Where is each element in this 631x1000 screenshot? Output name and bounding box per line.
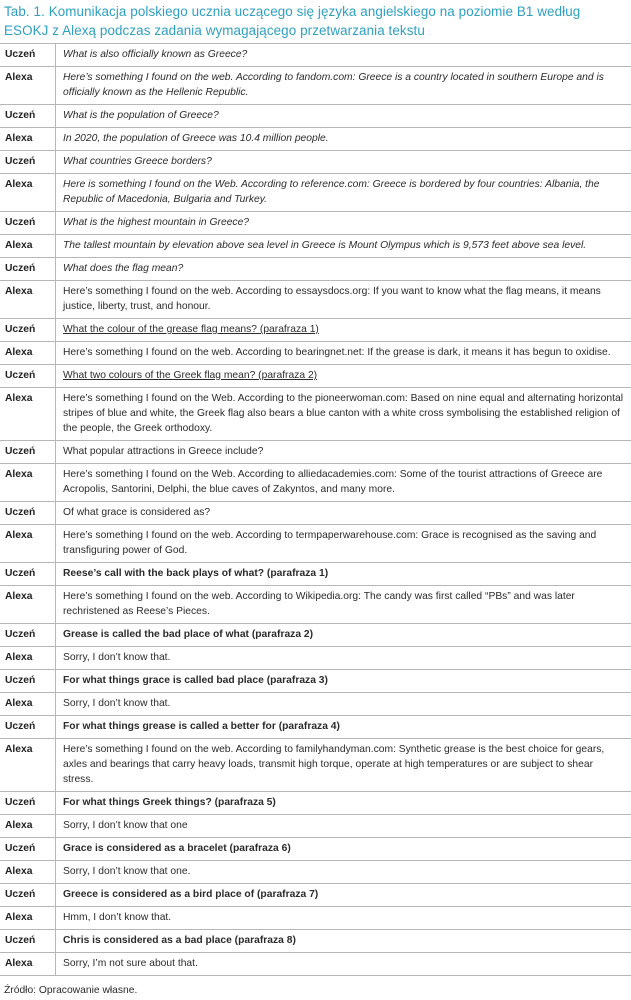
message-cell	[56, 174, 631, 212]
table-caption: Tab. 1. Komunikacja polskiego ucznia uczącego się języka angielskiego na poziomie B1 według ESOKJ z Alexą podczas zadania wymagającego przetwarzania tekstu	[4, 4, 581, 38]
message-cell	[56, 563, 631, 586]
message-text: For what things Greek things? (parafraza 5)	[63, 797, 276, 808]
speaker-cell: Alexa	[0, 281, 56, 319]
message-text: In 2020, the population of Greece was 10.4 million people.	[63, 133, 329, 144]
message-text: For what things grease is called a better for (parafraza 4)	[63, 721, 340, 732]
message-cell	[56, 44, 631, 67]
table-row	[0, 105, 631, 128]
speaker-cell: Alexa	[0, 342, 56, 365]
speaker-cell: Uczeń	[0, 441, 56, 464]
message-text: What does the flag mean?	[63, 263, 184, 274]
message-text: Grace is considered as a bracelet (parafraza 6)	[63, 843, 291, 854]
speaker-cell: Alexa	[0, 861, 56, 884]
table-row	[0, 388, 631, 441]
message-cell	[56, 670, 631, 693]
speaker-cell: Uczeń	[0, 365, 56, 388]
speaker-cell: Alexa	[0, 525, 56, 563]
speaker-cell: Uczeń	[0, 258, 56, 281]
speaker-cell: Uczeń	[0, 930, 56, 953]
message-cell	[56, 464, 631, 502]
speaker-cell: Alexa	[0, 464, 56, 502]
message-cell	[56, 586, 631, 624]
table-row	[0, 258, 631, 281]
speaker-cell: Uczeń	[0, 502, 56, 525]
dialogue-table	[0, 43, 631, 976]
message-cell	[56, 647, 631, 670]
table-row	[0, 319, 631, 342]
message-cell	[56, 930, 631, 953]
table-row	[0, 563, 631, 586]
message-text: Here’s something I found on the Web. According to the pioneerwoman.com: Based on nine equal and alternating horizontal stripes of blue and white, the Greek flag also bears a blue canton with a white cross symbolising the established religion of the people, the Greek orthodoxy.	[63, 393, 624, 434]
message-text: Grease is called the bad place of what (parafraza 2)	[63, 629, 314, 640]
message-cell	[56, 815, 631, 838]
table-row	[0, 342, 631, 365]
message-cell	[56, 441, 631, 464]
message-text: Here’s something I found on the web. According to familyhandyman.com: Synthetic grease is the best choice for gears, axles and bearings that carry heavy loads, transmit high torque, operate at high temperatures or are subject to shear stress.	[63, 744, 605, 785]
message-cell	[56, 212, 631, 235]
table-row	[0, 838, 631, 861]
message-cell	[56, 67, 631, 105]
speaker-cell: Uczeń	[0, 716, 56, 739]
table-row	[0, 525, 631, 563]
message-text: Here’s something I found on the Web. According to alliedacademies.com: Some of the tourist attractions of Greece are Acropolis, Santorini, Delphi, the blue caves of Zakyntos, and many more.	[63, 469, 603, 495]
message-text: What is the highest mountain in Greece?	[63, 217, 250, 228]
speaker-cell: Uczeń	[0, 319, 56, 342]
message-text: For what things grace is called bad place (parafraza 3)	[63, 675, 328, 686]
speaker-cell: Uczeń	[0, 792, 56, 815]
speaker-cell: Alexa	[0, 235, 56, 258]
table-row	[0, 792, 631, 815]
table-row	[0, 716, 631, 739]
speaker-cell: Uczeń	[0, 212, 56, 235]
table-row	[0, 647, 631, 670]
table-row	[0, 174, 631, 212]
dialogue-table-body	[0, 44, 631, 976]
speaker-cell: Alexa	[0, 128, 56, 151]
table-row	[0, 739, 631, 792]
table-row	[0, 953, 631, 976]
message-text: Here is something I found on the Web. According to reference.com: Greece is bordered by four countries: Albania, the Republic of Macedonia, Bulgaria and Turkey.	[63, 179, 600, 205]
message-cell	[56, 319, 631, 342]
message-text: What popular attractions in Greece include?	[63, 446, 264, 457]
message-text: Hmm, I don’t know that.	[63, 912, 172, 923]
speaker-cell: Uczeń	[0, 884, 56, 907]
message-cell	[56, 624, 631, 647]
message-text: Sorry, I don’t know that.	[63, 698, 171, 709]
speaker-cell: Uczeń	[0, 670, 56, 693]
table-row	[0, 502, 631, 525]
message-text: Chris is considered as a bad place (parafraza 8)	[63, 935, 296, 946]
speaker-cell: Uczeń	[0, 44, 56, 67]
message-text: What two colours of the Greek flag mean? (parafraza 2)	[63, 370, 318, 381]
speaker-cell: Alexa	[0, 647, 56, 670]
table-row	[0, 907, 631, 930]
message-cell	[56, 105, 631, 128]
table-row	[0, 44, 631, 67]
speaker-cell: Alexa	[0, 739, 56, 792]
message-text: Here’s something I found on the web. According to termpaperwarehouse.com: Grace is recognised as the saving and transfiguring power of God.	[63, 530, 597, 556]
message-cell	[56, 792, 631, 815]
message-text: Sorry, I don’t know that one.	[63, 866, 191, 877]
table-row	[0, 586, 631, 624]
message-text: Here’s something I found on the web. According to bearingnet.net: If the grease is dark, it means it has begun to oxidise.	[63, 347, 611, 358]
message-cell	[56, 953, 631, 976]
message-text: Greece is considered as a bird place of (parafraza 7)	[63, 889, 319, 900]
speaker-cell: Uczeń	[0, 624, 56, 647]
table-row	[0, 464, 631, 502]
message-text: What is also officially known as Greece?	[63, 49, 248, 60]
message-text: What is the population of Greece?	[63, 110, 219, 121]
message-cell	[56, 907, 631, 930]
message-cell	[56, 739, 631, 792]
speaker-cell: Alexa	[0, 388, 56, 441]
message-cell	[56, 235, 631, 258]
message-cell	[56, 838, 631, 861]
message-text: Here’s something I found on the web. According to essaysdocs.org: If you want to know what the flag means, it means justice, liberty, trust, and honour.	[63, 286, 601, 312]
table-row	[0, 441, 631, 464]
dialogue-table-container	[0, 43, 631, 976]
table-row	[0, 67, 631, 105]
speaker-cell: Alexa	[0, 67, 56, 105]
table-row	[0, 670, 631, 693]
table-row	[0, 884, 631, 907]
message-text: Of what grace is considered as?	[63, 507, 211, 518]
message-text: The tallest mountain by elevation above sea level in Greece is Mount Olympus which is 9,573 feet above sea level.	[63, 240, 587, 251]
table-row	[0, 212, 631, 235]
table-row	[0, 281, 631, 319]
table-row	[0, 365, 631, 388]
message-text: Here’s something I found on the web. According to fandom.com: Greece is a country located in southern Europe and is officially known as the Hellenic Republic.	[63, 72, 604, 98]
table-row	[0, 861, 631, 884]
message-text: Sorry, I don’t know that.	[63, 652, 171, 663]
message-cell	[56, 151, 631, 174]
message-text: Sorry, I’m not sure about that.	[63, 958, 198, 969]
message-cell	[56, 716, 631, 739]
speaker-cell: Uczeń	[0, 838, 56, 861]
speaker-cell: Uczeń	[0, 563, 56, 586]
message-cell	[56, 884, 631, 907]
table-row	[0, 128, 631, 151]
message-text: Sorry, I don’t know that one	[63, 820, 188, 831]
source-note: Źródło: Opracowanie własne.	[4, 985, 138, 996]
message-text: What the colour of the grease flag means? (parafraza 1)	[63, 324, 319, 335]
message-text: Reese’s call with the back plays of what? (parafraza 1)	[63, 568, 329, 579]
table-row	[0, 930, 631, 953]
speaker-cell: Alexa	[0, 815, 56, 838]
message-cell	[56, 365, 631, 388]
table-row	[0, 624, 631, 647]
speaker-cell: Alexa	[0, 586, 56, 624]
table-row	[0, 235, 631, 258]
message-cell	[56, 693, 631, 716]
speaker-cell: Alexa	[0, 174, 56, 212]
message-text: What countries Greece borders?	[63, 156, 212, 167]
message-cell	[56, 525, 631, 563]
message-cell	[56, 388, 631, 441]
message-cell	[56, 258, 631, 281]
speaker-cell: Uczeń	[0, 105, 56, 128]
message-cell	[56, 861, 631, 884]
message-cell	[56, 342, 631, 365]
table-row	[0, 693, 631, 716]
message-cell	[56, 128, 631, 151]
speaker-cell: Alexa	[0, 907, 56, 930]
table-row	[0, 815, 631, 838]
speaker-cell: Uczeń	[0, 151, 56, 174]
table-row	[0, 151, 631, 174]
speaker-cell: Alexa	[0, 953, 56, 976]
message-cell	[56, 502, 631, 525]
message-text: Here’s something I found on the web. According to Wikipedia.org: The candy was first called “PBs” and was later rechristened as Reese’s Pieces.	[63, 591, 575, 617]
message-cell	[56, 281, 631, 319]
speaker-cell: Alexa	[0, 693, 56, 716]
